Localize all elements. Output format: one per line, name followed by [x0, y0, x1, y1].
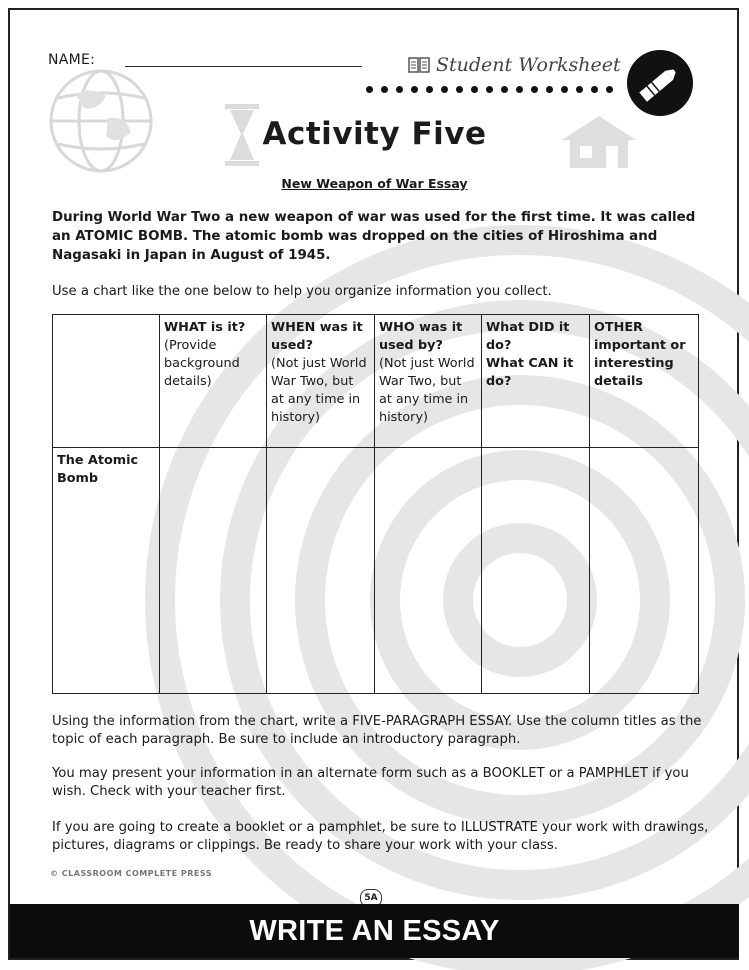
chart-corner-cell — [53, 315, 160, 448]
chart-row-atomic-bomb — [53, 448, 699, 694]
dotted-divider — [366, 86, 613, 93]
column-note: (Not just World War Two, but at any time in history) — [379, 356, 475, 425]
column-note: (Not just World War Two, but at any time in history) — [271, 356, 367, 425]
chart-header-row — [53, 315, 699, 448]
chart-cell-what[interactable] — [160, 448, 267, 694]
column-header-when — [267, 315, 375, 448]
chart-cell-who[interactable] — [375, 448, 482, 694]
chart-instruction: Use a chart like the one below to help you organize information you collect. — [52, 284, 552, 299]
essay-subtitle: New Weapon of War Essay — [281, 176, 468, 191]
column-title: WHAT is it? — [164, 320, 246, 335]
page-title: Activity Five — [262, 116, 487, 152]
pencil-icon — [626, 49, 694, 117]
page-number: 5A — [360, 889, 382, 907]
chart-cell-other[interactable] — [590, 448, 699, 694]
chart-cell-when[interactable] — [267, 448, 375, 694]
column-title: WHO was it used by? — [379, 320, 463, 353]
row-label-atomic-bomb: The Atomic Bomb — [53, 448, 160, 694]
intro-paragraph: During World War Two a new weapon of war was used for the first time. It was called an ATOMIC BOMB. The atomic bomb was dropped on the cities of Hiroshima and Nagasaki in Japan in August of 1945. — [52, 210, 696, 263]
essay-instruction-paragraph: Using the information from the chart, write a FIVE-PARAGRAPH ESSAY. Use the column titles as the topic of each paragraph. Be sure to include an introductory paragraph. — [52, 714, 702, 747]
column-header-who — [375, 315, 482, 448]
column-header-other — [590, 315, 699, 448]
chart-cell-what-did[interactable] — [482, 448, 590, 694]
column-note: (Provide background details) — [164, 338, 240, 389]
name-field[interactable] — [125, 66, 362, 67]
organizer-chart — [52, 314, 699, 694]
footer-banner: WRITE AN ESSAY — [10, 904, 739, 958]
illustrate-paragraph: If you are going to create a booklet or a pamphlet, be sure to ILLUSTRATE your work with drawings, pictures, diagrams or clippings. Be ready to share your work with your class. — [52, 820, 709, 853]
student-worksheet-label — [408, 54, 621, 76]
worksheet-label-text: Student Worksheet — [436, 54, 621, 76]
column-header-what — [160, 315, 267, 448]
copyright-text: © CLASSROOM COMPLETE PRESS — [50, 869, 213, 878]
column-title: OTHER important or interesting details — [594, 320, 686, 389]
column-header-what-did — [482, 315, 590, 448]
column-title: WHEN was it used? — [271, 320, 363, 353]
column-title-2: What CAN it do? — [486, 356, 574, 389]
book-icon — [408, 56, 430, 74]
alternate-form-paragraph: You may present your information in an alternate form such as a BOOKLET or a PAMPHLET if you wish. Check with your teacher first. — [52, 766, 689, 799]
name-label: NAME: — [48, 52, 96, 68]
column-title: What DID it do? — [486, 320, 570, 353]
